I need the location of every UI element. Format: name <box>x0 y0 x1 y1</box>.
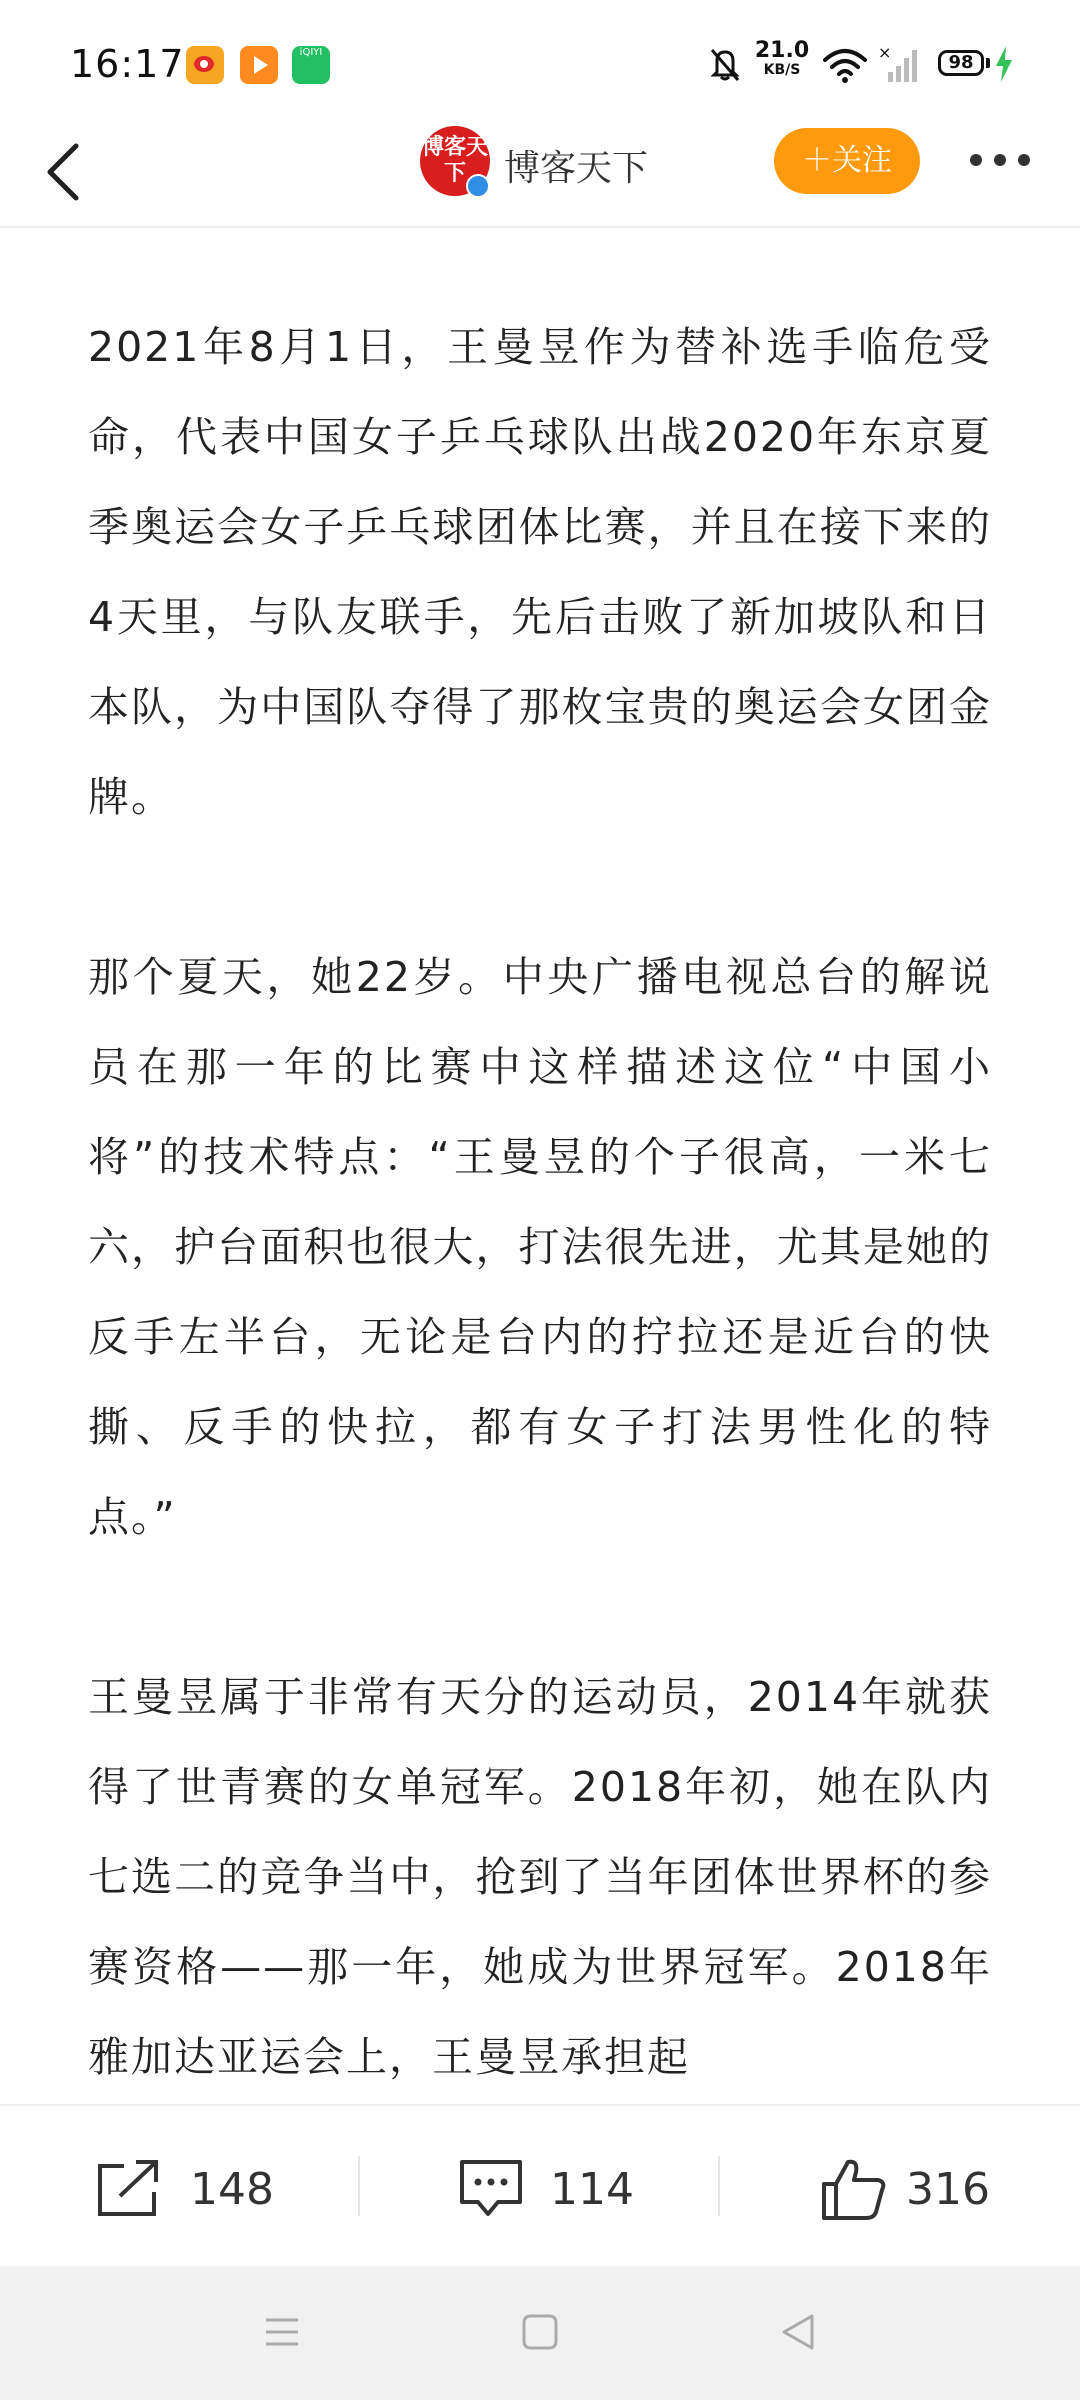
comment-count: 114 <box>550 2164 634 2215</box>
back-arrow-icon <box>36 132 96 212</box>
svg-text:×: × <box>878 44 892 62</box>
follow-button[interactable]: ＋关注 <box>774 128 920 194</box>
status-time: 16:17 <box>70 42 185 86</box>
video-app-icon <box>240 46 278 84</box>
header-bar <box>0 120 1080 228</box>
more-dot <box>994 154 1006 166</box>
article-body <box>88 228 992 2104</box>
net-speed-unit: KB/S <box>763 62 801 78</box>
verified-badge-icon <box>466 174 490 198</box>
article-paragraph-1: 2021年8月1日，王曼昱作为替补选手临危受命，代表中国女子乒乓球队出战2020年东京夏季奥运会女子乒乓球团体比赛，并且在接下来的4天里，与队友联手，先后击败了新加坡队和日本队，为中国队夺得了那枚宝贵的奥运会女团金牌。 <box>88 323 992 821</box>
like-count: 316 <box>906 2164 990 2215</box>
divider <box>718 2156 720 2216</box>
signal-icon <box>878 44 920 84</box>
more-options-button[interactable] <box>960 140 1040 180</box>
menu-lines-icon <box>260 2310 304 2354</box>
share-count: 148 <box>190 2164 274 2215</box>
comment-button[interactable] <box>456 2156 656 2220</box>
wifi-icon <box>822 46 868 84</box>
more-dot <box>1018 154 1030 166</box>
weibo-app-icon <box>186 46 224 84</box>
back-nav-button[interactable] <box>776 2310 820 2354</box>
divider <box>358 2156 360 2216</box>
net-speed <box>752 40 812 78</box>
more-dot <box>970 154 982 166</box>
menu-nav-button[interactable] <box>260 2310 304 2354</box>
battery-indicator: 98 <box>938 50 984 76</box>
mute-bell-icon <box>708 46 742 82</box>
home-nav-button[interactable] <box>518 2310 562 2354</box>
charging-icon <box>994 46 1014 82</box>
like-button[interactable] <box>820 2156 1020 2220</box>
back-button[interactable] <box>36 132 96 212</box>
iqiyi-app-icon: iQIYI <box>292 46 330 84</box>
article-paragraph-3: 王曼昱属于非常有天分的运动员，2014年就获得了世青赛的女单冠军。2018年初，她在队内七选二的竞争当中，抢到了当年团体世界杯的参赛资格——那一年，她成为世界冠军。2018年雅加达亚运会上，王曼昱承担起 <box>88 1673 992 2081</box>
back-triangle-icon <box>776 2310 820 2354</box>
comment-icon <box>456 2156 526 2220</box>
share-icon <box>94 2156 164 2220</box>
system-navigation-bar <box>0 2266 1080 2400</box>
article-paragraph-2: 那个夏天，她22岁。中央广播电视总台的解说员在那一年的比赛中这样描述这位“中国小将”的技术特点：“王曼昱的个子很高，一米七六，护台面积也很大，打法很先进，尤其是她的反手左半台，无论是台内的拧拉还是近台的快撕、反手的快拉，都有女子打法男性化的特点。” <box>88 953 992 1541</box>
net-speed-value: 21.0 <box>754 38 810 63</box>
author-avatar[interactable]: 博客天下 <box>420 126 490 196</box>
status-bar <box>0 0 1080 120</box>
share-button[interactable] <box>94 2156 294 2220</box>
battery-tip <box>986 58 990 68</box>
home-square-icon <box>518 2310 562 2354</box>
thumbs-up-icon <box>820 2156 890 2222</box>
author-name[interactable]: 博客天下 <box>504 148 649 189</box>
action-bar <box>0 2104 1080 2266</box>
